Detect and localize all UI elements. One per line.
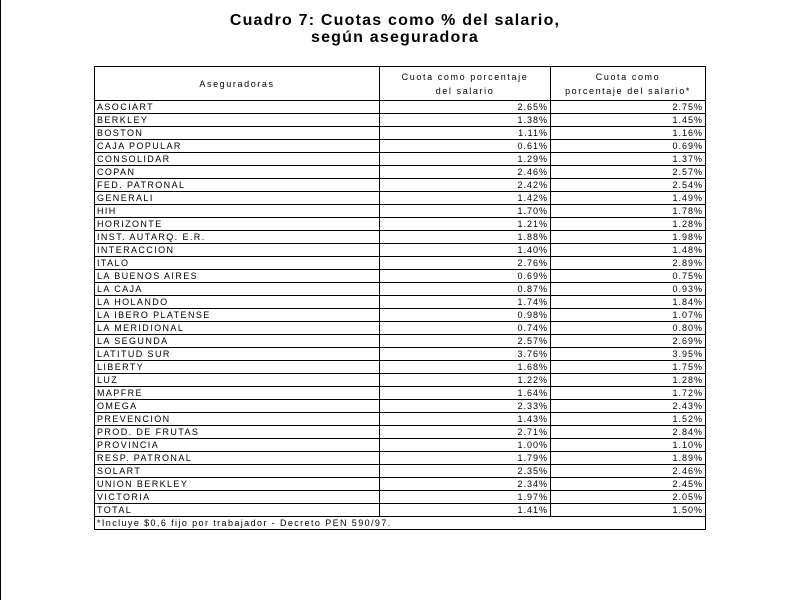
pct-adj-cell: 1.45% bbox=[551, 114, 706, 127]
pct-adj-cell: 2.54% bbox=[551, 179, 706, 192]
insurer-name-cell: LATITUD SUR bbox=[95, 348, 380, 361]
insurer-name-cell: PREVENCION bbox=[95, 413, 380, 426]
pct-cell: 2.42% bbox=[380, 179, 551, 192]
insurer-name-cell: PROVINCIA bbox=[95, 439, 380, 452]
table-row bbox=[95, 439, 706, 452]
table-row bbox=[95, 231, 706, 244]
insurer-name-cell: CONSOLIDAR bbox=[95, 153, 380, 166]
table-row bbox=[95, 465, 706, 478]
pct-adj-cell: 1.78% bbox=[551, 205, 706, 218]
insurer-name-cell: TOTAL bbox=[95, 504, 380, 517]
table-row bbox=[95, 192, 706, 205]
pct-adj-cell: 1.37% bbox=[551, 153, 706, 166]
header-cuota-porcentaje-adj-line2: porcentaje del salario* bbox=[565, 85, 691, 96]
pct-cell: 1.38% bbox=[380, 114, 551, 127]
pct-adj-cell: 2.89% bbox=[551, 257, 706, 270]
pct-cell: 1.79% bbox=[380, 452, 551, 465]
pct-cell: 0.61% bbox=[380, 140, 551, 153]
table-row bbox=[95, 335, 706, 348]
pct-cell: 2.35% bbox=[380, 465, 551, 478]
title-line-1: Cuadro 7: Cuotas como % del salario, bbox=[229, 12, 561, 29]
pct-cell: 1.29% bbox=[380, 153, 551, 166]
insurer-name-cell: HORIZONTE bbox=[95, 218, 380, 231]
insurer-name-cell: CAJA POPULAR bbox=[95, 140, 380, 153]
footnote-row bbox=[95, 517, 706, 530]
insurer-name-cell: LA CAJA bbox=[95, 283, 380, 296]
pct-cell: 0.69% bbox=[380, 270, 551, 283]
insurer-name-cell: MAPFRE bbox=[95, 387, 380, 400]
pct-cell: 2.46% bbox=[380, 166, 551, 179]
pct-adj-cell: 0.93% bbox=[551, 283, 706, 296]
table-row bbox=[95, 244, 706, 257]
insurer-name-cell: UNION BERKLEY bbox=[95, 478, 380, 491]
table-row bbox=[95, 504, 706, 517]
table-row bbox=[95, 426, 706, 439]
pct-cell: 2.71% bbox=[380, 426, 551, 439]
pct-adj-cell: 1.72% bbox=[551, 387, 706, 400]
pct-cell: 1.70% bbox=[380, 205, 551, 218]
table-row bbox=[95, 452, 706, 465]
pct-adj-cell: 1.07% bbox=[551, 309, 706, 322]
table-row bbox=[95, 296, 706, 309]
table-row bbox=[95, 218, 706, 231]
table-row bbox=[95, 348, 706, 361]
table-row bbox=[95, 400, 706, 413]
pct-cell: 0.98% bbox=[380, 309, 551, 322]
insurer-name-cell: PROD. DE FRUTAS bbox=[95, 426, 380, 439]
insurer-name-cell: LA BUENOS AIRES bbox=[95, 270, 380, 283]
pct-cell: 0.87% bbox=[380, 283, 551, 296]
pct-adj-cell: 1.10% bbox=[551, 439, 706, 452]
header-cuota-porcentaje bbox=[380, 67, 551, 101]
pct-cell: 2.57% bbox=[380, 335, 551, 348]
table-row bbox=[95, 114, 706, 127]
insurer-name-cell: BERKLEY bbox=[95, 114, 380, 127]
insurer-name-cell: ASOCIART bbox=[95, 101, 380, 114]
insurer-name-cell: VICTORIA bbox=[95, 491, 380, 504]
insurer-name-cell: INTERACCION bbox=[95, 244, 380, 257]
insurers-table bbox=[94, 66, 706, 530]
table-row bbox=[95, 166, 706, 179]
insurer-name-cell: FED. PATRONAL bbox=[95, 179, 380, 192]
pct-cell: 1.88% bbox=[380, 231, 551, 244]
table-row bbox=[95, 413, 706, 426]
pct-adj-cell: 1.16% bbox=[551, 127, 706, 140]
table-row bbox=[95, 478, 706, 491]
insurer-name-cell: BOSTON bbox=[95, 127, 380, 140]
pct-adj-cell: 1.75% bbox=[551, 361, 706, 374]
pct-adj-cell: 2.46% bbox=[551, 465, 706, 478]
pct-adj-cell: 1.48% bbox=[551, 244, 706, 257]
pct-adj-cell: 1.28% bbox=[551, 374, 706, 387]
insurer-name-cell: RESP. PATRONAL bbox=[95, 452, 380, 465]
pct-adj-cell: 2.84% bbox=[551, 426, 706, 439]
pct-cell: 1.00% bbox=[380, 439, 551, 452]
insurer-name-cell: ITALO bbox=[95, 257, 380, 270]
insurer-name-cell: OMEGA bbox=[95, 400, 380, 413]
insurer-name-cell: HIH bbox=[95, 205, 380, 218]
pct-cell: 3.76% bbox=[380, 348, 551, 361]
pct-adj-cell: 1.84% bbox=[551, 296, 706, 309]
insurer-name-cell: GENERALI bbox=[95, 192, 380, 205]
table-row bbox=[95, 179, 706, 192]
pct-adj-cell: 2.75% bbox=[551, 101, 706, 114]
pct-cell: 1.40% bbox=[380, 244, 551, 257]
header-cuota-porcentaje-adj-line1: Cuota como bbox=[595, 71, 661, 82]
pct-cell: 1.41% bbox=[380, 504, 551, 517]
pct-adj-cell: 1.50% bbox=[551, 504, 706, 517]
insurer-name-cell: LUZ bbox=[95, 374, 380, 387]
insurer-name-cell: LIBERTY bbox=[95, 361, 380, 374]
title-line-2: según aseguradora bbox=[310, 29, 479, 46]
pct-adj-cell: 1.28% bbox=[551, 218, 706, 231]
table-row bbox=[95, 283, 706, 296]
pct-cell: 1.22% bbox=[380, 374, 551, 387]
pct-adj-cell: 2.69% bbox=[551, 335, 706, 348]
pct-cell: 1.43% bbox=[380, 413, 551, 426]
table-row bbox=[95, 205, 706, 218]
pct-cell: 1.64% bbox=[380, 387, 551, 400]
pct-cell: 1.74% bbox=[380, 296, 551, 309]
pct-cell: 1.42% bbox=[380, 192, 551, 205]
pct-adj-cell: 0.80% bbox=[551, 322, 706, 335]
pct-adj-cell: 2.57% bbox=[551, 166, 706, 179]
pct-cell: 2.76% bbox=[380, 257, 551, 270]
insurer-name-cell: LA HOLANDO bbox=[95, 296, 380, 309]
table-row bbox=[95, 140, 706, 153]
pct-cell: 1.11% bbox=[380, 127, 551, 140]
table-row bbox=[95, 361, 706, 374]
pct-adj-cell: 2.05% bbox=[551, 491, 706, 504]
insurer-name-cell: LA IBERO PLATENSE bbox=[95, 309, 380, 322]
pct-adj-cell: 0.75% bbox=[551, 270, 706, 283]
header-cuota-porcentaje-adj bbox=[551, 67, 706, 101]
table-row bbox=[95, 101, 706, 114]
pct-adj-cell: 1.89% bbox=[551, 452, 706, 465]
pct-cell: 1.21% bbox=[380, 218, 551, 231]
table-row bbox=[95, 322, 706, 335]
table-header-row bbox=[95, 67, 706, 101]
table-body bbox=[95, 101, 706, 517]
pct-cell: 0.74% bbox=[380, 322, 551, 335]
table-row bbox=[95, 309, 706, 322]
header-aseguradoras-label: Aseguradoras bbox=[199, 78, 275, 89]
footnote: *Incluye $0,6 fijo por trabajador - Decreto PEN 590/97. bbox=[95, 517, 706, 530]
table-row bbox=[95, 153, 706, 166]
pct-adj-cell: 1.98% bbox=[551, 231, 706, 244]
header-cuota-porcentaje-line1: Cuota como porcentaje bbox=[401, 71, 529, 82]
table-row bbox=[95, 491, 706, 504]
pct-cell: 2.34% bbox=[380, 478, 551, 491]
pct-cell: 2.33% bbox=[380, 400, 551, 413]
page-title bbox=[0, 12, 790, 46]
pct-adj-cell: 1.49% bbox=[551, 192, 706, 205]
insurer-name-cell: INST. AUTARQ. E.R. bbox=[95, 231, 380, 244]
pct-cell: 2.65% bbox=[380, 101, 551, 114]
insurer-name-cell: SOLART bbox=[95, 465, 380, 478]
pct-cell: 1.97% bbox=[380, 491, 551, 504]
header-aseguradoras bbox=[95, 67, 380, 101]
table-row bbox=[95, 374, 706, 387]
header-cuota-porcentaje-line2: del salario bbox=[435, 85, 495, 96]
pct-adj-cell: 2.43% bbox=[551, 400, 706, 413]
pct-adj-cell: 1.52% bbox=[551, 413, 706, 426]
pct-adj-cell: 0.69% bbox=[551, 140, 706, 153]
table-row bbox=[95, 257, 706, 270]
table-row bbox=[95, 127, 706, 140]
insurer-name-cell: LA SEGUNDA bbox=[95, 335, 380, 348]
insurer-name-cell: LA MERIDIONAL bbox=[95, 322, 380, 335]
pct-adj-cell: 2.45% bbox=[551, 478, 706, 491]
left-border-line bbox=[0, 0, 1, 600]
table-row bbox=[95, 270, 706, 283]
pct-cell: 1.68% bbox=[380, 361, 551, 374]
insurer-name-cell: COPAN bbox=[95, 166, 380, 179]
pct-adj-cell: 3.95% bbox=[551, 348, 706, 361]
table-row bbox=[95, 387, 706, 400]
